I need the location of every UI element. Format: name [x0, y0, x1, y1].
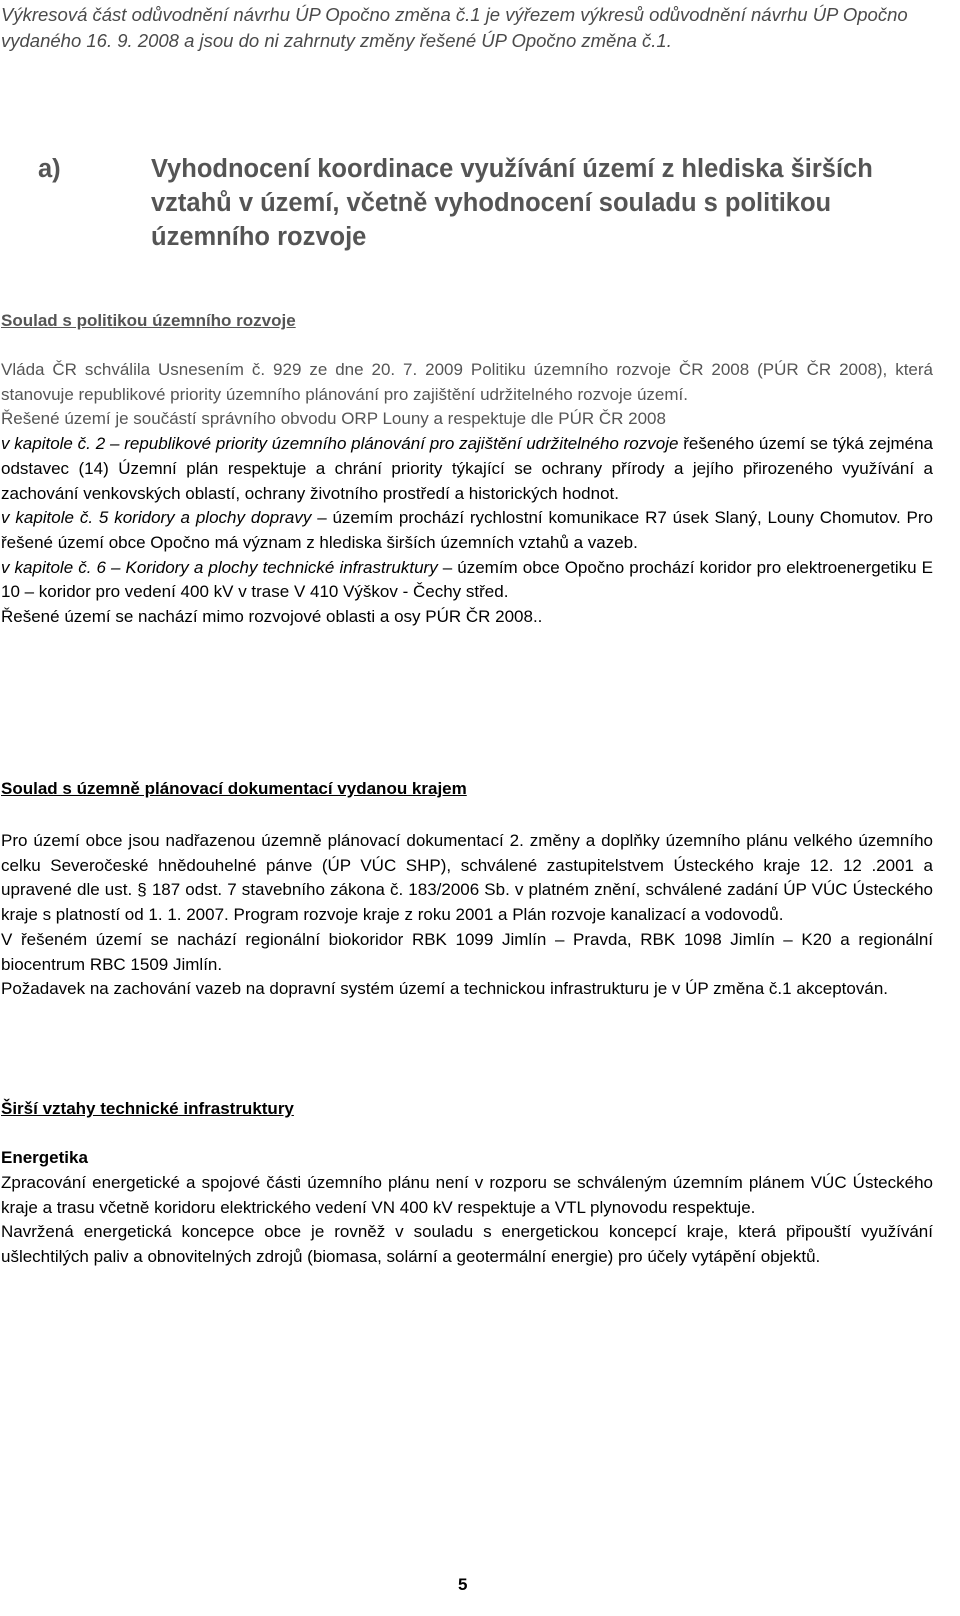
- paragraph-kapitola-2: v kapitole č. 2 – republikové priority územního plánování pro zajištění udržitelného rozvoje řešeného území se týká zejména odstavec (14) Územní plán respektuje a chrání priority týkající se ochrany přírody a jejího přirozeného využívání a zachování venkovských oblastí, ochrany životního prostředí a historických hodnot.: [1, 434, 933, 503]
- kapitola-ref: v kapitole č. 2 – republikové priority územního plánování pro zajištění udržitelného rozvoje: [1, 434, 679, 454]
- kapitola-ref: v kapitole č. 5 koridory a plochy dopravy: [1, 508, 312, 528]
- paragraph: Řešené území se nachází mimo rozvojové oblasti a osy PÚR ČR 2008..: [1, 607, 543, 627]
- paragraph: V řešeném území se nachází regionální biokoridor RBK 1099 Jimlín – Pravda, RBK 1098 Jimlín – K20 a regionální biocentrum RBC 1509 Jimlín.: [1, 929, 933, 974]
- section-title-kraj: Soulad s územně plánovací dokumentací vydanou krajem: [1, 779, 467, 798]
- paragraph: Pro území obce jsou nadřazenou územně plánovací dokumentací 2. změny a doplňky územního plánu velkého územního celku Severočeské hnědouhelné pánve (ÚP VÚC SHP), schválené zastupitelstvem Ústeckého kraje 12. 12 .2001 a upravené dle ust. § 187 odst. 7 stavebního zákona č. 183/2006 Sb. v platném znění, schválené zadání ÚP VÚC Ústeckého kraje s platností od 1. 1. 2007. Program rozvoje kraje z roku 2001 a Plán rozvoje kanalizací a vodovodů.: [1, 831, 933, 925]
- section-title-pur: Soulad s politikou územního rozvoje: [1, 311, 296, 330]
- paragraph: Řešené území je součástí správního obvodu ORP Louny a respektuje dle PÚR ČR 2008: [1, 409, 666, 429]
- paragraph-kapitola-6: v kapitole č. 6 – Koridory a plochy technické infrastruktury – územím obce Opočno prochází koridor pro elektroenergetiku E 10 – koridor pro vedení 400 kV v trase V 410 Výškov - Čechy střed.: [1, 557, 934, 602]
- kapitola-ref: v kapitole č. 6 – Koridory a plochy technické infrastruktury: [1, 557, 438, 577]
- page-number: 5: [458, 1575, 468, 1594]
- section-kraj-body: [1, 829, 933, 1002]
- subsection-title-energetika: Energetika: [1, 1148, 88, 1167]
- paragraph-kapitola-5: v kapitole č. 5 koridory a plochy dopravy – územím prochází rychlostní komunikace R7 úsek Slaný, Louny Chomutov. Pro řešené území obce Opočno má význam z hlediska širších územních vztahů a vazeb.: [1, 508, 933, 552]
- section-energetika-body: [1, 1171, 933, 1270]
- paragraph: Požadavek na zachování vazeb na dopravní systém území a technickou infrastrukturu je v ÚP změna č.1 akceptován.: [1, 979, 888, 999]
- paragraph: Navržená energetická koncepce obce je rovněž v souladu s energetickou koncepcí kraje, která připouští využívání ušlechtilých paliv a obnovitelných zdrojů (biomasa, solární a geotermální energie) pro účely vytápění objektů.: [1, 1222, 933, 1267]
- intro-note: Výkresová část odůvodnění návrhu ÚP Opočno změna č.1 je výřezem výkresů odůvodnění návrhu ÚP Opočno vydaného 16. 9. 2008 a jsou do ni zahrnuty změny řešené ÚP Opočno změna č.1.: [1, 4, 908, 51]
- paragraph: Zpracování energetické a spojové části územního plánu není v rozporu se schváleným územním plánem VÚC Ústeckého kraje a trasu včetně koridoru elektrického vedení VN 400 kV respektuje a VTL plynovodu respektuje.: [1, 1173, 933, 1217]
- paragraph: Vláda ČR schválila Usnesením č. 929 ze dne 20. 7. 2009 Politiku územního rozvoje ČR 2008 (PÚR ČR 2008), která stanovuje republikové priority územního plánování pro zajištění udržitelného rozvoje území.: [1, 360, 933, 404]
- chapter-title: Vyhodnocení koordinace využívání území z hlediska širších vztahů v území, včetně vyhodnocení souladu s politikou územního rozvoje: [151, 155, 873, 251]
- section-title-infrastruktura: Širší vztahy technické infrastruktury: [1, 1099, 294, 1118]
- section-pur-body: [1, 358, 933, 630]
- chapter-letter: a): [38, 155, 61, 183]
